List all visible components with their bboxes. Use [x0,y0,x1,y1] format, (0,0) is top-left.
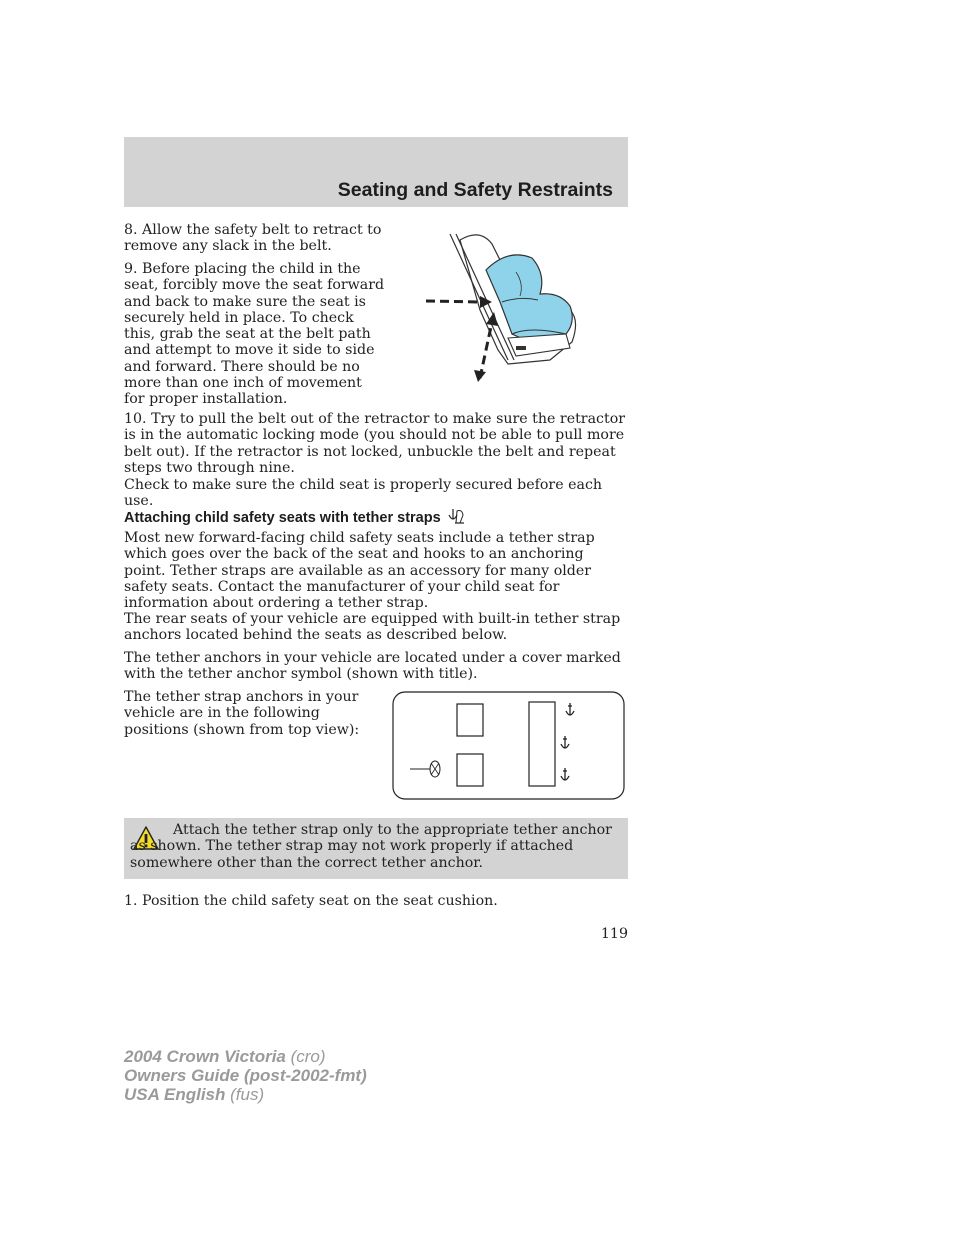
footer-model: 2004 Crown Victoria [124,1047,286,1066]
footer-language-code: (fus) [225,1085,265,1104]
step-10-text: 10. Try to pull the belt out of the retractor to make sure the retractor is in the automatic locking mode (you should not be able to pull more belt out). If the retractor is not locked, unbuckle the belt and repeat steps two through nine. [124,411,626,476]
tether-paragraph-1: Most new forward-facing child safety seats include a tether strap which goes over the back of the seat and hooks to an anchoring point. Tether straps are available as an accessory for many older safety seats. Contact the manufacturer of your child seat for information about ordering a tether strap. [124,530,595,612]
page-number: 119 [600,926,628,942]
footer-language: USA English [124,1085,226,1104]
check-text: Check to make sure the child seat is properly secured before each use. [124,477,603,510]
tether-paragraph-2: The rear seats of your vehicle are equipped with built-in tether strap anchors located behind the seats as described below. [124,611,621,644]
child-seat-illustration [420,230,586,386]
step-1-text: 1. Position the child safety seat on the seat cushion. [124,893,498,909]
rear-bench-seat [529,702,555,786]
document-footer [124,1047,367,1104]
section-title: Seating and Safety Restraints [337,179,613,201]
front-left-seat [457,704,483,736]
step-9-text: 9. Before placing the child in the seat, forcibly move the seat forward and back to make sure the seat is securely held in place. To check this, grab the seat at the belt path and attempt to move it side to side and forward. There should be no more than one inch of movement for proper installation. [124,261,385,408]
footer-model-code: (cro) [285,1047,326,1066]
footer-guide: Owners Guide (post-2002-fmt) [124,1066,367,1085]
front-right-seat [457,754,483,786]
tether-paragraph-3: The tether anchors in your vehicle are located under a cover marked with the tether anchor symbol (shown with title). [124,650,621,683]
warning-box [124,818,628,879]
tether-section-title [124,507,465,526]
warning-text: Attach the tether strap only to the appropriate tether anchor as shown. The tether strap may not work properly if attached somewhere other than the correct tether anchor. [130,822,612,871]
child-seat-tether-icon [445,507,465,525]
tether-anchor-positions-diagram [392,691,625,801]
step-8-text: 8. Allow the safety belt to retract to remove any slack in the belt. [124,222,382,255]
section-header [124,137,628,207]
tether-paragraph-4: The tether strap anchors in your vehicle are in the following positions (shown from top view): [124,689,360,738]
tether-section-title-text: Attaching child safety seats with tether straps [124,510,441,526]
